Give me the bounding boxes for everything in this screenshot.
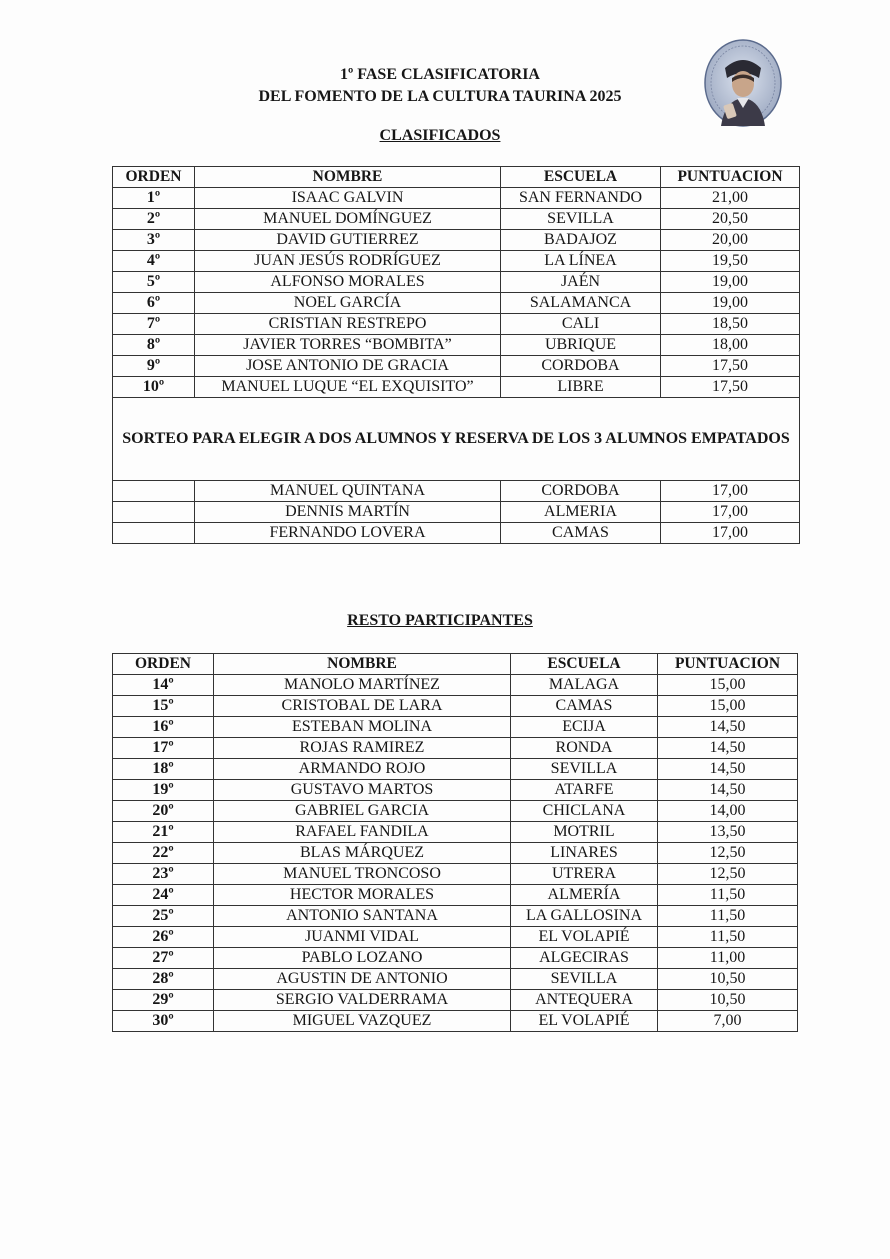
nombre-cell: ARMANDO ROJO [214,759,511,780]
column-header: ESCUELA [511,654,658,675]
table-row [113,906,798,927]
nombre-cell: AGUSTIN DE ANTONIO [214,969,511,990]
orden-cell: 16º [113,717,214,738]
column-header: PUNTUACION [658,654,798,675]
orden-cell: 30º [113,1011,214,1032]
escuela-cell: ALMERÍA [511,885,658,906]
puntuacion-cell: 12,50 [658,843,798,864]
table-row [113,780,798,801]
escuela-cell: EL VOLAPIÉ [511,927,658,948]
nombre-cell: JOSE ANTONIO DE GRACIA [195,356,501,377]
sorteo-row [113,398,800,481]
nombre-cell: ESTEBAN MOLINA [214,717,511,738]
orden-cell: 19º [113,780,214,801]
escuela-cell: CAMAS [501,523,661,544]
escuela-cell: LIBRE [501,377,661,398]
nombre-cell: ANTONIO SANTANA [214,906,511,927]
resto-table [112,653,798,1032]
table-row [113,272,800,293]
nombre-cell: SERGIO VALDERRAMA [214,990,511,1011]
orden-cell: 6º [113,293,195,314]
column-header: ORDEN [113,654,214,675]
orden-cell: 20º [113,801,214,822]
nombre-cell: DENNIS MARTÍN [195,502,501,523]
escuela-cell: UTRERA [511,864,658,885]
table-row [113,927,798,948]
escuela-cell: CORDOBA [501,481,661,502]
nombre-cell: MANUEL TRONCOSO [214,864,511,885]
puntuacion-cell: 14,50 [658,780,798,801]
nombre-cell: JUANMI VIDAL [214,927,511,948]
table-row [113,251,800,272]
matador-portrait-seal-icon [703,38,783,128]
table-header-row [113,167,800,188]
escuela-cell: ANTEQUERA [511,990,658,1011]
clasificados-table [112,166,800,544]
orden-cell [113,481,195,502]
escuela-cell: ALGECIRAS [511,948,658,969]
puntuacion-cell: 11,00 [658,948,798,969]
orden-cell: 2º [113,209,195,230]
column-header: PUNTUACION [661,167,800,188]
escuela-cell: SEVILLA [511,759,658,780]
nombre-cell: ALFONSO MORALES [195,272,501,293]
table-row [113,335,800,356]
escuela-cell: EL VOLAPIÉ [511,1011,658,1032]
escuela-cell: JAÉN [501,272,661,293]
escuela-cell: UBRIQUE [501,335,661,356]
table-row [113,969,798,990]
table-row [113,481,800,502]
nombre-cell: GUSTAVO MARTOS [214,780,511,801]
puntuacion-cell: 15,00 [658,696,798,717]
escuela-cell: CHICLANA [511,801,658,822]
orden-cell: 27º [113,948,214,969]
nombre-cell: CRISTIAN RESTREPO [195,314,501,335]
table-row [113,843,798,864]
escuela-cell: SEVILLA [511,969,658,990]
puntuacion-cell: 13,50 [658,822,798,843]
puntuacion-cell: 17,50 [661,356,800,377]
table-row [113,738,798,759]
puntuacion-cell: 11,50 [658,927,798,948]
puntuacion-cell: 14,50 [658,759,798,780]
table-row [113,801,798,822]
orden-cell: 14º [113,675,214,696]
orden-cell: 21º [113,822,214,843]
orden-cell: 17º [113,738,214,759]
document-title [190,64,690,108]
puntuacion-cell: 18,00 [661,335,800,356]
table-row [113,356,800,377]
puntuacion-cell: 21,00 [661,188,800,209]
orden-cell: 28º [113,969,214,990]
nombre-cell: JUAN JESÚS RODRÍGUEZ [195,251,501,272]
nombre-cell: HECTOR MORALES [214,885,511,906]
table-row [113,209,800,230]
table-row [113,188,800,209]
puntuacion-cell: 14,50 [658,717,798,738]
orden-cell: 22º [113,843,214,864]
table-row [113,864,798,885]
escuela-cell: ALMERIA [501,502,661,523]
escuela-cell: CORDOBA [501,356,661,377]
puntuacion-cell: 15,00 [658,675,798,696]
orden-cell: 3º [113,230,195,251]
orden-cell: 26º [113,927,214,948]
orden-cell: 10º [113,377,195,398]
table-row [113,990,798,1011]
nombre-cell: DAVID GUTIERREZ [195,230,501,251]
clasificados-heading: CLASIFICADOS [379,127,501,144]
nombre-cell: JAVIER TORRES “BOMBITA” [195,335,501,356]
table-row [113,759,798,780]
escuela-cell: RONDA [511,738,658,759]
escuela-cell: CAMAS [511,696,658,717]
table-row [113,822,798,843]
sorteo-note: SORTEO PARA ELEGIR A DOS ALUMNOS Y RESERVA DE LOS 3 ALUMNOS EMPATADOS [113,398,800,481]
orden-cell: 9º [113,356,195,377]
puntuacion-cell: 19,50 [661,251,800,272]
table-row [113,314,800,335]
escuela-cell: MOTRIL [511,822,658,843]
escuela-cell: ECIJA [511,717,658,738]
puntuacion-cell: 17,50 [661,377,800,398]
orden-cell [113,502,195,523]
column-header: ORDEN [113,167,195,188]
table-row [113,1011,798,1032]
puntuacion-cell: 11,50 [658,906,798,927]
escuela-cell: SALAMANCA [501,293,661,314]
puntuacion-cell: 17,00 [661,481,800,502]
nombre-cell: MANUEL DOMÍNGUEZ [195,209,501,230]
orden-cell: 1º [113,188,195,209]
escuela-cell: CALI [501,314,661,335]
nombre-cell: ISAAC GALVIN [195,188,501,209]
table-row [113,230,800,251]
table-row [113,885,798,906]
puntuacion-cell: 14,50 [658,738,798,759]
table-row [113,502,800,523]
table-row [113,523,800,544]
puntuacion-cell: 14,00 [658,801,798,822]
escuela-cell: LA GALLOSINA [511,906,658,927]
nombre-cell: NOEL GARCÍA [195,293,501,314]
puntuacion-cell: 20,50 [661,209,800,230]
title-line-2: DEL FOMENTO DE LA CULTURA TAURINA 2025 [258,88,622,105]
nombre-cell: BLAS MÁRQUEZ [214,843,511,864]
puntuacion-cell: 20,00 [661,230,800,251]
column-header: NOMBRE [195,167,501,188]
nombre-cell: MANUEL LUQUE “EL EXQUISITO” [195,377,501,398]
orden-cell [113,523,195,544]
column-header: NOMBRE [214,654,511,675]
orden-cell: 15º [113,696,214,717]
puntuacion-cell: 17,00 [661,523,800,544]
orden-cell: 18º [113,759,214,780]
escuela-cell: SEVILLA [501,209,661,230]
nombre-cell: MANUEL QUINTANA [195,481,501,502]
escuela-cell: SAN FERNANDO [501,188,661,209]
table-row [113,696,798,717]
escuela-cell: LINARES [511,843,658,864]
puntuacion-cell: 12,50 [658,864,798,885]
title-line-1: 1º FASE CLASIFICATORIA [340,66,540,83]
nombre-cell: ROJAS RAMIREZ [214,738,511,759]
orden-cell: 7º [113,314,195,335]
puntuacion-cell: 7,00 [658,1011,798,1032]
nombre-cell: MIGUEL VAZQUEZ [214,1011,511,1032]
table-row [113,717,798,738]
table-row [113,377,800,398]
escuela-cell: ATARFE [511,780,658,801]
nombre-cell: CRISTOBAL DE LARA [214,696,511,717]
orden-cell: 25º [113,906,214,927]
table-row [113,948,798,969]
puntuacion-cell: 19,00 [661,293,800,314]
orden-cell: 24º [113,885,214,906]
orden-cell: 5º [113,272,195,293]
puntuacion-cell: 10,50 [658,969,798,990]
table-row [113,293,800,314]
nombre-cell: MANOLO MARTÍNEZ [214,675,511,696]
escuela-cell: MALAGA [511,675,658,696]
escuela-cell: LA LÍNEA [501,251,661,272]
puntuacion-cell: 17,00 [661,502,800,523]
resto-heading: RESTO PARTICIPANTES [347,612,533,629]
puntuacion-cell: 11,50 [658,885,798,906]
orden-cell: 4º [113,251,195,272]
puntuacion-cell: 19,00 [661,272,800,293]
puntuacion-cell: 10,50 [658,990,798,1011]
nombre-cell: FERNANDO LOVERA [195,523,501,544]
puntuacion-cell: 18,50 [661,314,800,335]
nombre-cell: GABRIEL GARCIA [214,801,511,822]
nombre-cell: PABLO LOZANO [214,948,511,969]
orden-cell: 29º [113,990,214,1011]
orden-cell: 8º [113,335,195,356]
table-header-row [113,654,798,675]
column-header: ESCUELA [501,167,661,188]
table-row [113,675,798,696]
escuela-cell: BADAJOZ [501,230,661,251]
nombre-cell: RAFAEL FANDILA [214,822,511,843]
orden-cell: 23º [113,864,214,885]
